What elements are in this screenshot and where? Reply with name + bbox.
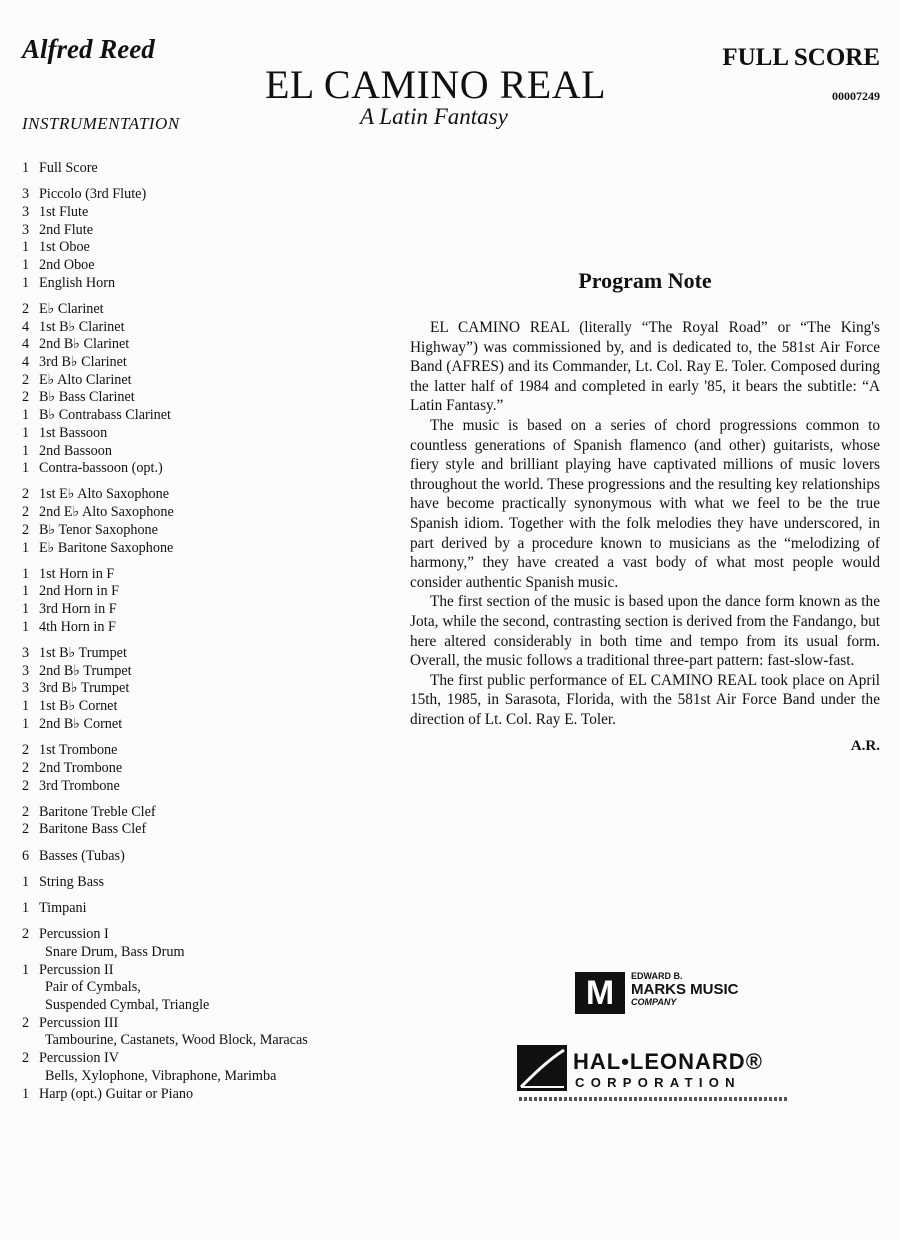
instrument-group [22,160,402,178]
instrument-quantity: 2 [22,521,30,538]
instrument-row [22,222,402,240]
catalog-number: 00007249 [832,89,880,103]
instrument-quantity: 1 [22,160,30,176]
instrument-name: English Horn [39,274,116,291]
instrument-quantity: 4 [22,318,30,335]
instrument-quantity: 6 [22,847,30,864]
instrument-row [22,760,402,778]
instrument-row [22,239,402,257]
instrument-quantity: 1 [22,583,30,600]
instrument-name: 2nd B♭ Clarinet [39,336,130,353]
instrument-name: 2nd Flute [39,221,93,238]
instrument-quantity: 2 [22,371,30,388]
instrument-quantity: 2 [22,389,30,406]
instrument-name: Baritone Bass Clef [39,821,147,838]
marks-logo-text [631,970,739,1009]
instrument-quantity: 1 [22,873,30,890]
instrument-quantity: 1 [22,698,30,715]
instrument-row [22,504,402,522]
instrument-row [22,301,402,319]
instrument-quantity: 3 [22,186,30,203]
instrument-quantity: 1 [22,961,30,978]
instrument-group [22,804,402,839]
instrument-name: E♭ Baritone Saxophone [39,539,174,556]
instrument-detail: Suspended Cymbal, Triangle [45,997,210,1014]
instrument-row [22,186,402,204]
instrument-row [22,716,402,734]
instrument-quantity: 1 [22,257,30,274]
instrument-group [22,486,402,557]
instrument-row [22,336,402,354]
hal-leonard-corporation: CORPORATION [575,1075,741,1090]
instrumentation-heading: INSTRUMENTATION [22,114,180,133]
instrument-row [22,354,402,372]
instrument-quantity: 1 [22,407,30,424]
instrument-quantity: 2 [22,300,30,317]
instrument-name: 3rd Trombone [39,777,120,794]
instrument-row [22,204,402,222]
instrument-quantity: 2 [22,504,30,521]
instrument-quantity: 3 [22,662,30,679]
program-note-paragraph: The music is based on a series of chord progressions common to countless generations of Spanish flamenco (and other) guitarists, whose fiery style and brilliant playing have captivated millions of music lovers throughout the world. These progressions and the resulting key relationships have become practically synonymous with what we feel to be the true Spanish idiom. Together with the folk melodies they have underscored, in part derived by a procedure known to musicians as the “melodizing of harmony,” they have created a vast body of what most people would consider authentic Spanish music. [410,416,880,591]
instrument-quantity: 2 [22,759,30,776]
instrument-name: String Bass [39,873,105,890]
instrument-group [22,301,402,478]
instrument-quantity: 2 [22,1014,30,1031]
instrument-group [22,900,402,918]
instrument-row [22,372,402,390]
instrument-row [22,698,402,716]
instrument-quantity: 4 [22,336,30,353]
instrument-row [22,742,402,760]
instrument-group [22,874,402,892]
instrument-name: 1st B♭ Cornet [39,698,118,715]
instrument-quantity: 2 [22,777,30,794]
instrument-quantity: 3 [22,680,30,697]
marks-line-2: MARKS MUSIC [631,981,739,998]
instrument-name: B♭ Contrabass Clarinet [39,407,171,424]
instrument-row [22,1050,402,1068]
instrument-group [22,848,402,866]
instrument-row [22,275,402,293]
instrument-row [22,160,402,178]
instrument-row [22,848,402,866]
instrument-quantity: 1 [22,1085,30,1102]
instrument-name: 1st Bassoon [39,424,108,441]
instrument-name: 1st E♭ Alto Saxophone [39,486,170,503]
instrument-row [22,1086,402,1104]
instrument-group [22,645,402,734]
instrument-row [22,425,402,443]
instrument-detail: Pair of Cymbals, [45,979,141,996]
instrument-detail: Tambourine, Castanets, Wood Block, Maracas [45,1032,308,1049]
hal-leonard-logo [517,1045,817,1107]
instrument-name: 2nd B♭ Cornet [39,715,123,732]
instrument-row [22,443,402,461]
instrument-quantity: 1 [22,565,30,582]
instrument-row [22,926,402,944]
instrument-name: 1st Flute [39,203,89,220]
instrument-quantity: 4 [22,354,30,371]
hal-leonard-mark-icon [517,1045,567,1091]
instrument-name: Percussion II [39,961,114,978]
instrument-name: 2nd E♭ Alto Saxophone [39,504,174,521]
instrument-row [22,486,402,504]
instrument-row [22,460,402,478]
score-title: EL CAMINO REAL [265,62,607,107]
instrument-quantity: 2 [22,926,30,943]
program-note-paragraph: EL CAMINO REAL (literally “The Royal Road” or “The King's Highway”) was commissioned by, and is dedicated to, the 581st Air Force Band (AFRES) and its Commander, Lt. Col. Ray E. Toler. Composed during the latter half of 1984 and completed in early '85, it bears the subtitle: “A Latin Fantasy.” [410,319,880,415]
instrument-name: 2nd Trombone [39,759,123,776]
instrument-name: 2nd Bassoon [39,442,112,459]
instrument-name: Contra-bassoon (opt.) [39,460,163,477]
instrument-name: 2nd Oboe [39,257,95,274]
hal-leonard-address-line [519,1097,789,1101]
marks-line-3: COMPANY [631,997,677,1007]
instrument-row [22,680,402,698]
program-note-paragraph: The first section of the music is based upon the dance form known as the Jota, while the second, contrasting section is derived from the Fandango, but here altered considerably in both time and tempo from its usual form. Overall, the music follows a traditional three-part pattern: fast-slow-fast. [410,593,880,670]
instrument-name: 2nd Horn in F [39,583,120,600]
instrument-row [22,900,402,918]
instrument-name: Piccolo (3rd Flute) [39,186,147,203]
instrument-group [22,566,402,637]
instrument-quantity: 3 [22,645,30,662]
instrument-name: B♭ Bass Clarinet [39,389,135,406]
instrument-name: Percussion I [39,926,109,943]
instrument-name: 2nd B♭ Trumpet [39,662,132,679]
instrument-name: 3rd B♭ Trumpet [39,680,130,697]
instrument-detail: Snare Drum, Bass Drum [45,943,185,960]
instrument-row [22,619,402,637]
instrument-row [22,389,402,407]
marks-mark: M [575,972,625,1014]
instrument-quantity: 1 [22,539,30,556]
marks-line-1: EDWARD B. [631,971,683,981]
instrument-quantity: 1 [22,900,30,917]
instrument-name: Timpani [39,900,87,917]
instrument-name: Basses (Tubas) [39,847,125,864]
instrument-name: Full Score [39,160,98,176]
instrument-row [22,962,402,980]
hal-leonard-name: HAL•LEONARD® [573,1049,763,1074]
marks-music-logo [575,970,745,1018]
program-note [410,268,880,755]
instrument-group [22,742,402,795]
instrument-quantity: 2 [22,803,30,820]
instrument-name: Percussion III [39,1014,119,1031]
instrument-quantity: 1 [22,460,30,477]
instrument-quantity: 1 [22,601,30,618]
instrument-row [22,804,402,822]
instrument-quantity: 1 [22,715,30,732]
instrument-quantity: 3 [22,221,30,238]
instrument-name: Harp (opt.) Guitar or Piano [39,1085,194,1102]
instrument-row [22,566,402,584]
program-note-heading: Program Note [578,268,712,293]
instrument-name: 1st B♭ Clarinet [39,318,125,335]
author-initials: A.R. [850,738,880,755]
instrument-quantity: 2 [22,486,30,503]
instrument-quantity: 2 [22,1050,30,1067]
instrumentation-list [22,160,402,1112]
instrument-name: 3rd B♭ Clarinet [39,354,127,371]
instrument-name: E♭ Alto Clarinet [39,371,132,388]
instrument-row [22,663,402,681]
instrument-quantity: 2 [22,742,30,759]
instrument-quantity: 3 [22,203,30,220]
instrument-row [22,540,402,558]
instrument-name: 3rd Horn in F [39,601,117,618]
full-score-label: FULL SCORE [722,44,880,71]
instrument-row [22,874,402,892]
instrument-quantity: 1 [22,274,30,291]
instrument-name: 4th Horn in F [39,618,116,635]
instrument-row [22,778,402,796]
instrument-name: 1st Oboe [39,239,90,256]
instrument-row [22,319,402,337]
instrument-row [22,583,402,601]
instrument-name: 1st B♭ Trumpet [39,645,127,662]
instrument-name: B♭ Tenor Saxophone [39,521,158,538]
composer-name: Alfred Reed [22,34,155,64]
instrument-row [22,257,402,275]
instrument-group [22,926,402,1103]
instrument-row [22,645,402,663]
instrument-name: Percussion IV [39,1050,119,1067]
instrument-quantity: 1 [22,618,30,635]
instrument-name: Baritone Treble Clef [39,803,156,820]
instrument-name: 1st Trombone [39,742,118,759]
instrument-row [22,1015,402,1033]
score-subtitle: A Latin Fantasy [360,104,508,129]
instrument-quantity: 2 [22,821,30,838]
instrument-group [22,186,402,292]
instrument-quantity: 1 [22,442,30,459]
instrument-row [22,407,402,425]
instrument-row [22,821,402,839]
instrument-quantity: 1 [22,239,30,256]
instrument-detail: Bells, Xylophone, Vibraphone, Marimba [45,1067,277,1084]
instrument-name: 1st Horn in F [39,565,115,582]
instrument-quantity: 1 [22,424,30,441]
instrument-row [22,601,402,619]
instrument-name: E♭ Clarinet [39,300,104,317]
instrument-row [22,522,402,540]
program-note-paragraph: The first public performance of EL CAMINO REAL took place on April 15th, 1985, in Sarasota, Florida, with the 581st Air Force Band under the direction of Lt. Col. Ray E. Toler. [410,671,880,728]
